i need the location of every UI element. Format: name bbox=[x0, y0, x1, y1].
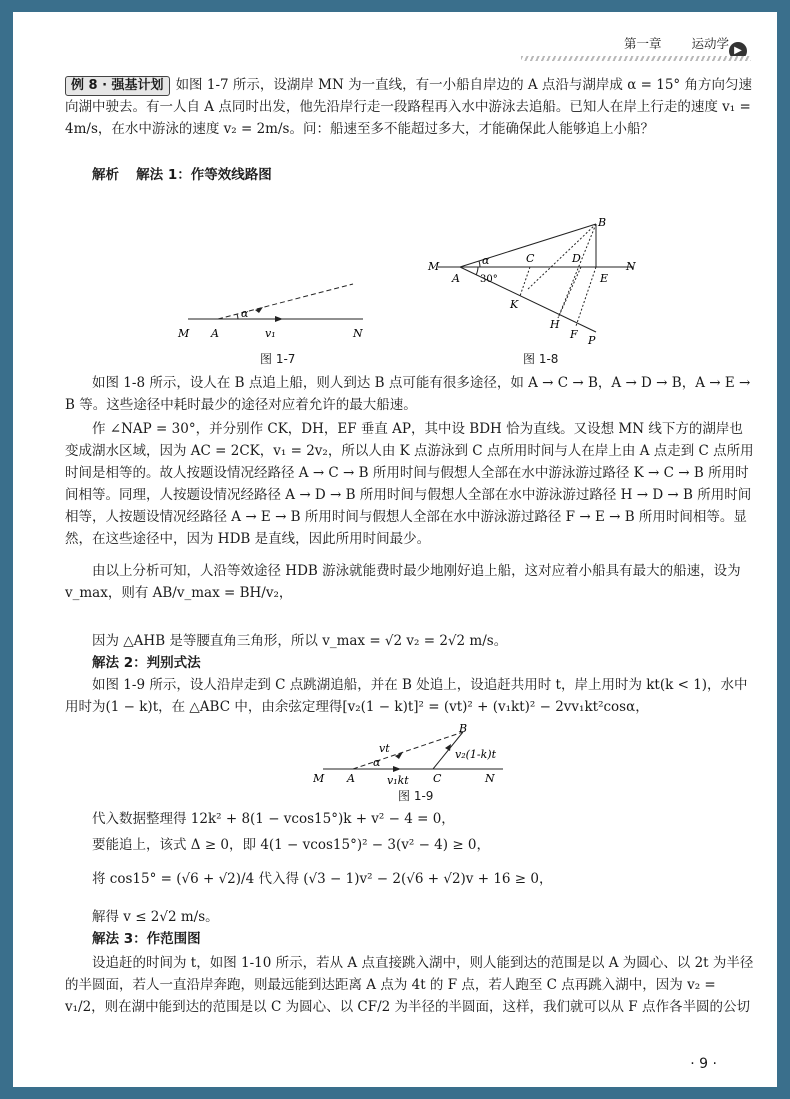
fig9-label-alpha: α bbox=[373, 756, 381, 769]
fig8-label-30: 30° bbox=[480, 274, 498, 285]
figure-1-9-caption: 图 1-9 bbox=[398, 789, 434, 803]
fig9-label-vt: vt bbox=[379, 742, 390, 755]
fig7-label-v1: v₁ bbox=[265, 327, 276, 340]
fig8-label-n: N bbox=[626, 260, 636, 273]
figure-1-8-caption: 图 1-8 bbox=[523, 352, 559, 366]
header-stripe bbox=[521, 56, 751, 61]
fig9-label-c: C bbox=[433, 772, 442, 785]
fig7-label-a: A bbox=[211, 327, 219, 340]
fig8-label-m: M bbox=[428, 260, 440, 273]
paragraph-4: 因为 △AHB 是等腰直角三角形，所以 v_max = √2 v₂ = 2√2 m/s。 bbox=[92, 633, 508, 649]
figure-1-7-caption: 图 1-7 bbox=[260, 352, 296, 366]
page bbox=[13, 12, 777, 1087]
fig8-label-k: K bbox=[510, 298, 519, 311]
fig9-label-b: B bbox=[459, 724, 468, 735]
fig8-label-f: F bbox=[570, 328, 578, 341]
method3-title: 解法 3：作范围图 bbox=[92, 931, 201, 947]
page-number: · 9 · bbox=[690, 1056, 717, 1072]
figure-1-9 bbox=[313, 724, 513, 786]
fig9-label-a: A bbox=[347, 772, 355, 785]
analysis-label: 解析 bbox=[92, 167, 119, 183]
method2-title: 解法 2：判别式法 bbox=[92, 655, 201, 671]
fig9-label-v1kt: v₁kt bbox=[387, 774, 409, 786]
fig7-label-m: M bbox=[178, 327, 190, 340]
example-problem bbox=[65, 74, 755, 140]
paragraph-7: 要能追上，该式 Δ ≥ 0，即 4(1 − vcos15°)² − 3(v² − 4) ≥ 0， bbox=[92, 837, 491, 853]
fig8-label-h: H bbox=[550, 318, 560, 331]
method1-title: 解法 1：作等效线路图 bbox=[136, 167, 272, 183]
example-badge: 例 8 · 强基计划 bbox=[65, 76, 170, 96]
fig7-label-alpha: α bbox=[241, 307, 249, 320]
paragraph-8: 将 cos15° = (√6 + √2)/4 代入得 (√3 − 1)v² − 2(√6 + √2)v + 16 ≥ 0， bbox=[92, 871, 553, 887]
running-header bbox=[598, 34, 729, 52]
paragraph-10: 设追赶的时间为 t，如图 1-10 所示，若从 A 点直接跳入湖中，则人能到达的范围是以 A 为圆心、以 2t 为半径的半圆面，若人一直沿岸奔跑，则最远能到达距离 A 点为 4t 的 F 点，若人跑至 C 点再跳入湖中，因为 v₂ = v₁/2，则在湖中能到达的范围是以 C 为圆心、以 CF/2 为半径的半圆面，这样，我们就可以从 F 点作各半圆的公切 bbox=[65, 955, 754, 1015]
chapter-label: 第一章 bbox=[623, 36, 662, 51]
fig8-label-b: B bbox=[598, 216, 607, 229]
fig8-label-c: C bbox=[526, 252, 535, 265]
fig7-label-n: N bbox=[353, 327, 363, 340]
paragraph-6: 代入数据整理得 12k² + 8(1 − vcos15°)k + v² − 4 = 0， bbox=[92, 811, 455, 827]
paragraph-1: 如图 1-8 所示，设人在 B 点追上船，则人到达 B 点可能有很多途径，如 A → C → B，A → D → B，A → E → B 等。这些途径中耗时最少的途径对应着允许的最大船速。 bbox=[65, 375, 751, 413]
fig8-label-e: E bbox=[600, 272, 609, 285]
figure-1-7 bbox=[173, 274, 373, 349]
fig9-label-m: M bbox=[313, 772, 325, 785]
fig9-label-n: N bbox=[485, 772, 495, 785]
fig9-label-v2: v₂(1-k)t bbox=[455, 748, 497, 761]
paragraph-9: 解得 v ≤ 2√2 m/s。 bbox=[92, 909, 219, 925]
problem-text: 如图 1-7 所示，设湖岸 MN 为一直线，有一小船自岸边的 A 点沿与湖岸成 α = 15° 角方向匀速向湖中驶去。有一人自 A 点同时出发，他先沿岸行走一段路程再入水中游泳去追船。已知人在岸上行走的速度 v₁ = 4m/s，在水中游泳的速度 v₂ = 2m/s。问：船速至多不能超过多大，才能确保此人能够追上小船？ bbox=[65, 77, 752, 137]
method1-heading bbox=[65, 164, 755, 186]
paragraph-2: 作 ∠NAP = 30°，并分别作 CK，DH，EF 垂直 AP，其中设 BDH 恰为直线。又设想 MN 线下方的湖岸也变成湖水区域，因为 AC = 2CK，v₁ = 2v₂，所以人由 K 点游泳到 C 点所用时间与人在岸上由 A 点走到 C 点所用时间是相等的。故人按题设情况经路径 A → C → B 所用时间与假想人全部在水中游泳游过路径 K → C → B 所用时间相等。同理，人按题设情况经路径 A → D → B 所用时间与假想人全部在水中游泳游过路径 H → D → B 所用时间相等，人按题设情况经路径 A → E → B 所用时间与假想人全部在水中游泳游过路径 F → E → B 所用时间相等。显然，在这些途径中，因为 HDB 是直线，因此所用时间最少。 bbox=[65, 421, 754, 547]
fig8-label-p: P bbox=[588, 334, 596, 347]
paragraph-3: 由以上分析可知，人沿等效途径 HDB 游泳就能费时最少地刚好追上船，这对应着小船具有最大的船速，设为 v_max，则有 AB/v_max = BH/v₂， bbox=[65, 563, 741, 601]
figure-1-8 bbox=[418, 212, 643, 347]
paragraph-5: 如图 1-9 所示，设人沿岸走到 C 点跳湖追船，并在 B 处追上，设追赶共用时 t，岸上用时为 kt(k < 1)，水中用时为(1 − k)t，在 △ABC 中，由余弦定理得[v₂(1 − k)t]² = (vt)² + (v₁kt)² − 2vv₁kt²cosα， bbox=[65, 677, 748, 715]
fig8-label-a: A bbox=[452, 272, 460, 285]
play-icon: ▶ bbox=[729, 42, 747, 60]
fig8-label-alpha: α bbox=[482, 254, 490, 267]
section-label: 运动学 bbox=[691, 36, 729, 51]
fig8-label-d: D bbox=[572, 252, 581, 265]
